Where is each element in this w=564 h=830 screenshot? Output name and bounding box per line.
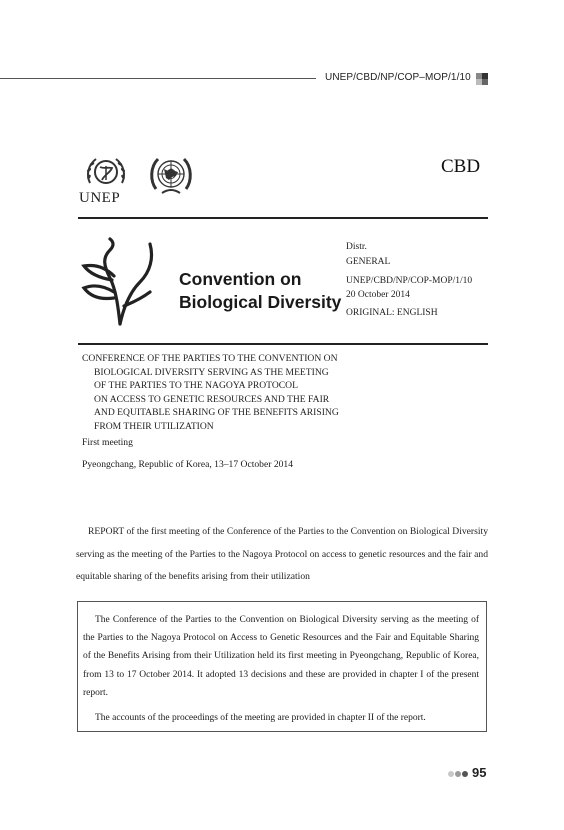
- unep-label: UNEP: [79, 190, 121, 206]
- un-emblem-icon: [148, 153, 194, 199]
- conference-title-line: CONFERENCE OF THE PARTIES TO THE CONVENTION ON: [82, 353, 338, 364]
- cbd-short-title: CBD: [441, 156, 481, 177]
- meeting-label: First meeting: [82, 437, 133, 448]
- conference-title-line: ON ACCESS TO GENETIC RESOURCES AND THE FAIR: [94, 393, 330, 405]
- page-dots-icon: [447, 770, 471, 778]
- distr-label: Distr.: [346, 242, 367, 252]
- conference-title-line: OF THE PARTIES TO THE NAGOYA PROTOCOL: [94, 380, 298, 392]
- corner-squares-icon: [476, 73, 488, 85]
- report-title: REPORT of the first meeting of the Conference of the Parties to the Convention on Biological Diversity serving as the meeting of the Parties to the Nagoya Protocol on access to genetic resources and the fair and equitable sharing of the benefits arising from their utilization: [76, 526, 488, 583]
- conference-title-line: FROM THEIR UTILIZATION: [94, 420, 214, 432]
- section-rule-top: [78, 217, 488, 219]
- page-number: 95: [472, 765, 487, 780]
- conference-title: [82, 352, 347, 434]
- running-header-doc-ref: UNEP/CBD/NP/COP–MOP/1/10: [325, 72, 471, 83]
- conference-title-line: AND EQUITABLE SHARING OF THE BENEFITS ARISING: [94, 407, 339, 419]
- document-date: 20 October 2014: [346, 290, 410, 300]
- conference-title-line: BIOLOGICAL DIVERSITY SERVING AS THE MEETING: [94, 366, 329, 378]
- document-symbol: UNEP/CBD/NP/COP-MOP/1/10: [346, 276, 473, 286]
- original-language: ORIGINAL: ENGLISH: [346, 308, 438, 318]
- cbd-name-line2: Biological Diversity: [179, 292, 342, 312]
- distribution-level: GENERAL: [346, 257, 391, 267]
- header-rule: [0, 78, 316, 79]
- section-rule-bottom: [78, 343, 488, 345]
- summary-paragraph-2: The accounts of the proceedings of the meeting are provided in chapter II of the report.: [95, 713, 426, 723]
- cbd-name-line1: Convention on: [179, 269, 302, 289]
- cbd-plant-emblem-icon: [80, 236, 158, 326]
- summary-paragraph-1: The Conference of the Parties to the Convention on Biological Diversity serving as the meeting of the Parties to the Nagoya Protocol on Access to Genetic Resources and the Fair and Equitable Sharing of the Benefits Arising from their Utilization held its first meeting in Pyeongchang, Republic of Korea, from 13 to 17 October 2014. It adopted 13 decisions and these are provided in chapter I of the present report.: [83, 615, 479, 698]
- meeting-venue: Pyeongchang, Republic of Korea, 13–17 October 2014: [82, 459, 294, 470]
